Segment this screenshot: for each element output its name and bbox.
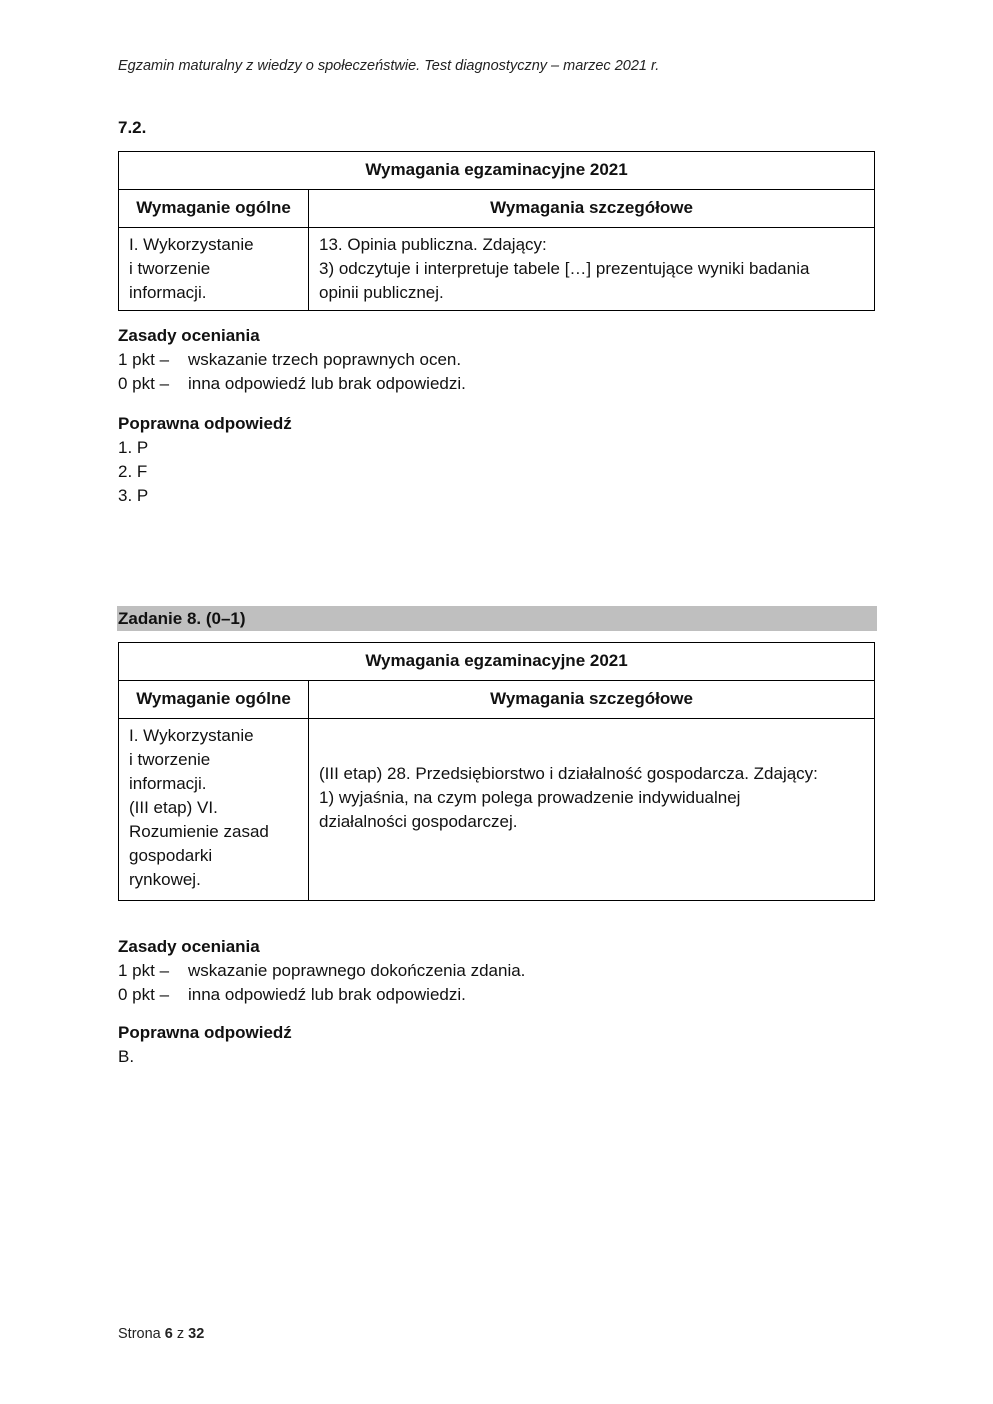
general-requirement-line: informacji.: [129, 774, 207, 793]
general-requirement-line: Rozumienie zasad: [129, 822, 269, 841]
footer-separator: z: [176, 1326, 185, 1342]
answer-line: 1. P: [118, 438, 149, 457]
scoring-row: [118, 959, 525, 983]
detailed-requirement-cell: [309, 719, 875, 901]
answer-heading: Poprawna odpowiedź: [118, 1023, 292, 1042]
document-header: Egzamin maturalny z wiedzy o społeczeństwie. Test diagnostyczny – marzec 2021 r.: [118, 58, 660, 74]
points-label: 0 pkt –: [118, 374, 170, 393]
points-label: 1 pkt –: [118, 961, 170, 980]
general-requirement-cell: [119, 228, 309, 311]
scoring-text: wskazanie poprawnego dokończenia zdania.: [188, 961, 526, 980]
detailed-requirement-line: 3) odczytuje i interpretuje tabele […] prezentujące wyniki badania: [319, 259, 810, 278]
answer-heading: Poprawna odpowiedź: [118, 414, 292, 433]
detailed-requirement-line: działalności gospodarczej.: [319, 812, 518, 831]
scoring-text: wskazanie trzech poprawnych ocen.: [188, 350, 462, 369]
detailed-requirement-line: 13. Opinia publiczna. Zdający:: [319, 235, 547, 254]
general-requirement-line: (III etap) VI.: [129, 798, 218, 817]
points-label: 1 pkt –: [118, 350, 170, 369]
general-requirement-cell: [119, 719, 309, 901]
general-requirement-line: gospodarki: [129, 846, 213, 865]
general-requirement-line: informacji.: [129, 283, 207, 302]
points-label: 0 pkt –: [118, 985, 170, 1004]
detailed-requirement-cell: [309, 228, 875, 311]
correct-answer-7-2: [118, 412, 292, 508]
requirements-table-7-2: [118, 151, 875, 311]
general-requirement-line: I. Wykorzystanie: [129, 726, 254, 745]
general-requirement-line: i tworzenie: [129, 259, 211, 278]
answer-line: 2. F: [118, 462, 148, 481]
section-label-7-2: 7.2.: [118, 118, 147, 137]
page-total: 32: [188, 1326, 205, 1342]
task-8-header-bar: Zadanie 8. (0–1): [117, 606, 877, 631]
general-requirement-line: rynkowej.: [129, 870, 201, 889]
scoring-heading: Zasady oceniania: [118, 937, 260, 956]
general-requirement-line: I. Wykorzystanie: [129, 235, 254, 254]
requirements-table-task-8: [118, 642, 875, 901]
footer-prefix: Strona: [118, 1326, 161, 1342]
correct-answer-task-8: [118, 1021, 292, 1069]
detailed-requirement-line: 1) wyjaśnia, na czym polega prowadzenie indywidualnej: [319, 788, 741, 807]
column-header-general: Wymaganie ogólne: [119, 681, 309, 719]
column-header-detailed: Wymagania szczegółowe: [309, 190, 875, 228]
answer-line: 3. P: [118, 486, 149, 505]
detailed-requirement-line: (III etap) 28. Przedsiębiorstwo i działalność gospodarcza. Zdający:: [319, 764, 818, 783]
table-title: Wymagania egzaminacyjne 2021: [119, 152, 875, 190]
general-requirement-line: i tworzenie: [129, 750, 211, 769]
scoring-rules-7-2: [118, 324, 466, 396]
column-header-general: Wymaganie ogólne: [119, 190, 309, 228]
page-number: 6: [164, 1326, 173, 1342]
page-footer: [118, 1326, 204, 1342]
column-header-detailed: Wymagania szczegółowe: [309, 681, 875, 719]
detailed-requirement-line: opinii publicznej.: [319, 283, 444, 302]
scoring-row: [118, 372, 466, 396]
scoring-row: [118, 348, 466, 372]
answer-line: B.: [118, 1047, 135, 1066]
scoring-text: inna odpowiedź lub brak odpowiedzi.: [188, 374, 466, 393]
scoring-heading: Zasady oceniania: [118, 326, 260, 345]
scoring-row: [118, 983, 525, 1007]
table-title: Wymagania egzaminacyjne 2021: [119, 643, 875, 681]
scoring-rules-task-8: [118, 935, 525, 1007]
scoring-text: inna odpowiedź lub brak odpowiedzi.: [188, 985, 466, 1004]
